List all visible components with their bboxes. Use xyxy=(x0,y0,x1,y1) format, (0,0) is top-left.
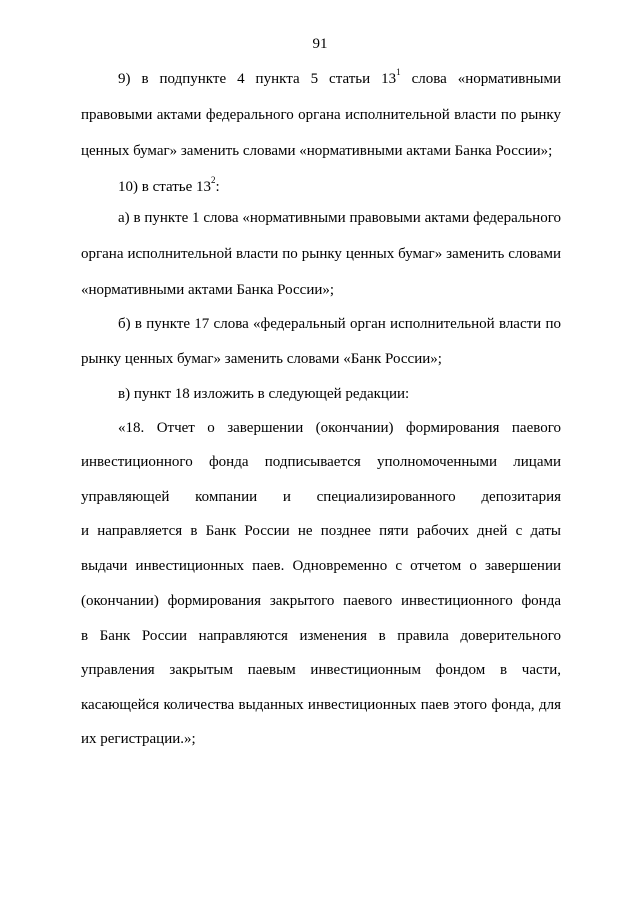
sub-v-line-1: в) пункт 18 изложить в следующей редакции: xyxy=(118,386,410,402)
clause-18-line-5: выдачи инвестиционных паев. Одновременно с отчетом о завершении xyxy=(81,558,561,574)
item-10-heading-tail: : xyxy=(215,179,220,195)
clause-18-line-2: инвестиционного фонда подписывается уполномоченными лицами xyxy=(81,454,561,470)
sub-a-line-2: органа исполнительной власти по рынку ценных бумаг» заменить словами xyxy=(81,246,561,262)
sub-b-line-1: б) в пункте 17 слова «федеральный орган исполнительной власти по xyxy=(118,316,561,332)
item-9-line-1-text: 9) в подпункте 4 пункта 5 статьи 13 xyxy=(118,71,397,87)
sub-a-line-3: «нормативными актами Банка России»; xyxy=(81,282,335,298)
clause-18-line-4: и направляется в Банк России не позднее пяти рабочих дней с даты xyxy=(81,523,561,539)
clause-18-line-6: (окончании) формирования закрытого паевого инвестиционного фонда xyxy=(81,593,561,609)
item-9-line-2: правовыми актами федерального органа исполнительной власти по рынку xyxy=(81,107,561,123)
item-9-line-1 xyxy=(118,69,561,89)
clause-18-line-9: касающейся количества выданных инвестиционных паев этого фонда, для xyxy=(81,697,561,713)
item-10-heading-text: 10) в статье 13 xyxy=(118,179,212,195)
sub-b-line-2: рынку ценных бумаг» заменить словами «Банк России»; xyxy=(81,351,442,367)
page-number: 91 xyxy=(312,36,328,52)
clause-18-line-8: управления закрытым паевым инвестиционным фондом в части, xyxy=(81,662,561,678)
item-9-superscript: 1 xyxy=(396,67,401,77)
item-9-line-1-tail: слова «нормативными xyxy=(400,71,561,87)
item-10-superscript: 2 xyxy=(211,175,216,185)
clause-18-line-1: «18. Отчет о завершении (окончании) формирования паевого xyxy=(118,420,561,436)
clause-18-line-7: в Банк России направляются изменения в правила доверительного xyxy=(81,628,561,644)
item-9-line-3: ценных бумаг» заменить словами «нормативными актами Банка России»; xyxy=(81,143,553,159)
sub-a-line-1: а) в пункте 1 слова «нормативными правовыми актами федерального xyxy=(118,210,561,226)
clause-18-line-10: их регистрации.»; xyxy=(81,731,196,747)
clause-18-line-3: управляющей компании и специализированного депозитария xyxy=(81,489,561,505)
item-10-heading xyxy=(118,177,561,197)
